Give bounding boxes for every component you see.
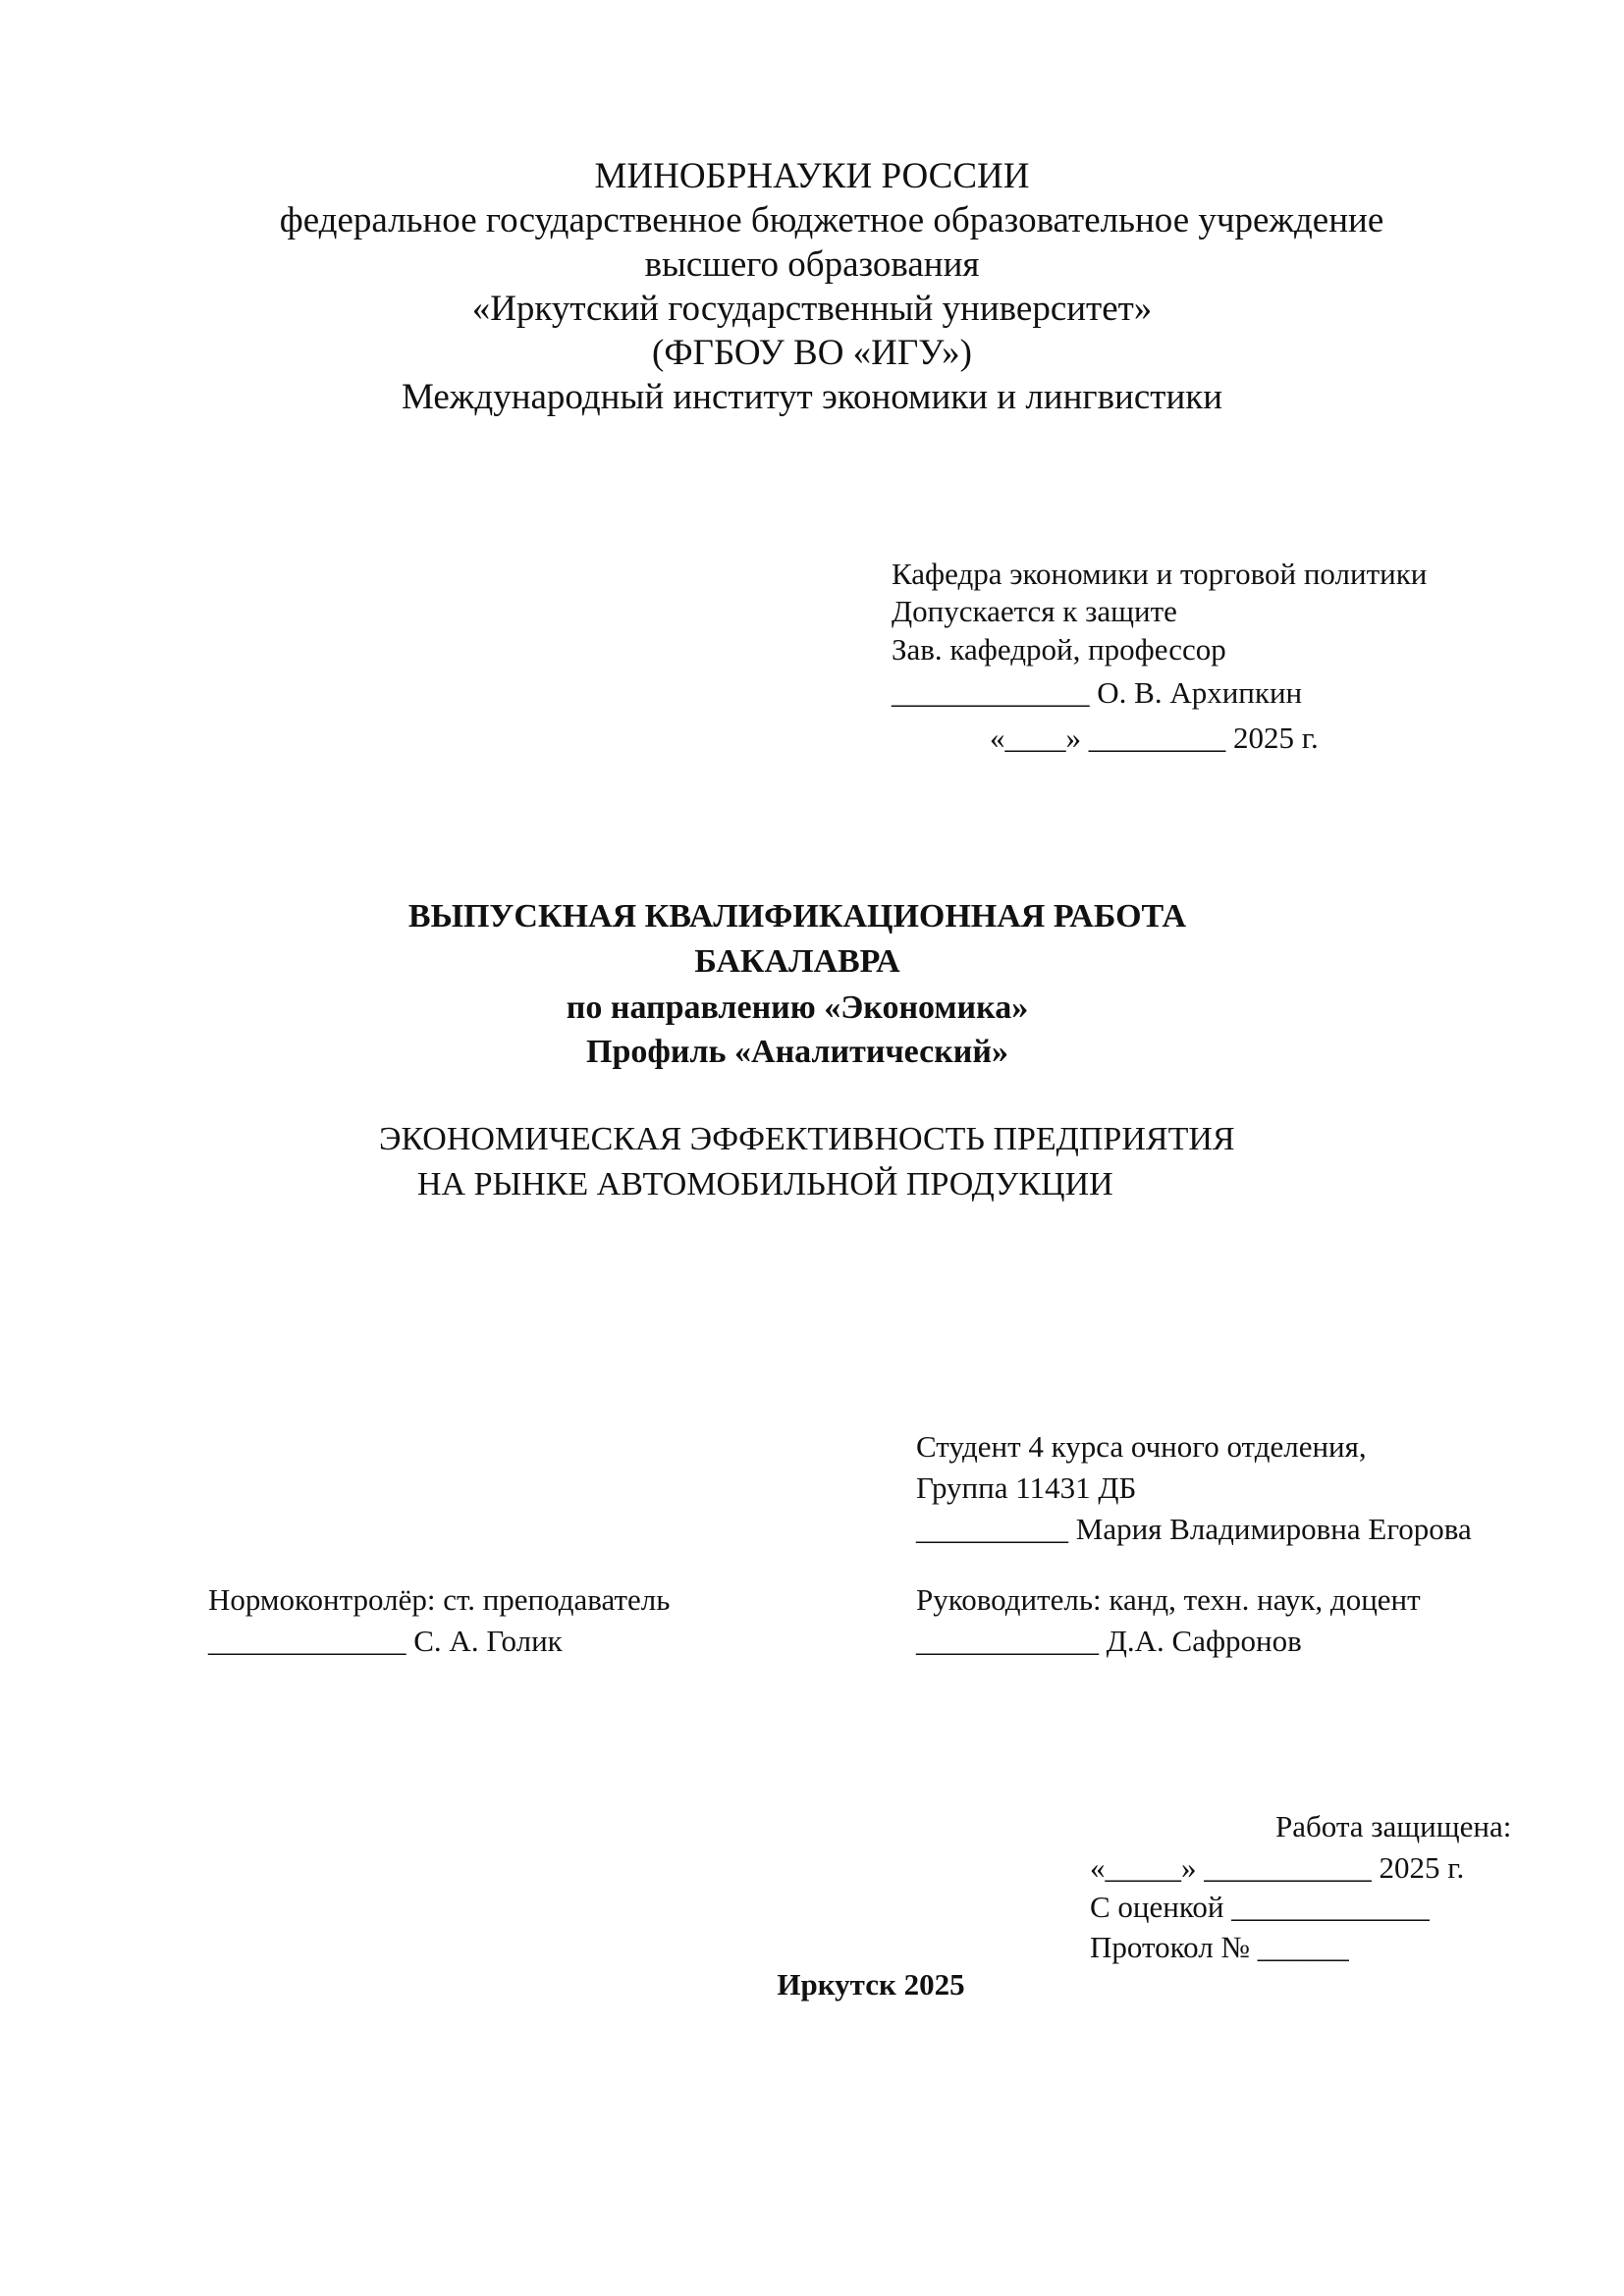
normcontrol-position-line: Нормоконтролёр: ст. преподаватель [208,1582,671,1617]
topic-line2: НА РЫНКЕ АВТОМОБИЛЬНОЙ ПРОДУКЦИИ [417,1166,1113,1202]
student-course-line: Студент 4 курса очного отделения, [916,1429,1367,1464]
admitted-line: Допускается к защите [892,594,1177,628]
institute-line: Международный институт экономики и лингвистики [401,377,1223,417]
city-year: Иркутск 2025 [777,1967,965,2002]
education-level-line: высшего образования [644,244,980,285]
profile-line: Профиль «Аналитический» [586,1034,1008,1070]
supervisor-signature-line: ____________ Д.А. Сафронов [916,1624,1302,1658]
ministry-line: МИНОБРНАУКИ РОССИИ [594,156,1030,196]
defense-grade-line: С оценкой _____________ [1090,1890,1430,1924]
defense-date-line: «_____» ___________ 2025 г. [1090,1850,1465,1885]
normcontrol-signature-line: _____________ С. А. Голик [208,1624,563,1658]
supervisor-position-line: Руководитель: канд, техн. наук, доцент [916,1582,1421,1617]
university-name-line: «Иркутский государственный университет» [471,289,1153,329]
defense-protocol-line: Протокол № ______ [1090,1930,1349,1964]
student-group-line: Группа 11431 ДБ [916,1470,1137,1505]
head-signature-line: _____________ О. В. Архипкин [892,675,1303,710]
approval-date-line: «____» _________ 2025 г. [990,721,1319,755]
head-position-line: Зав. кафедрой, профессор [892,632,1226,667]
department-line: Кафедра экономики и торговой политики [892,557,1428,591]
thesis-title-line2: БАКАЛАВРА [694,943,900,980]
student-signature-line: __________ Мария Владимировна Егорова [916,1512,1472,1546]
topic-line1: ЭКОНОМИЧЕСКАЯ ЭФФЕКТИВНОСТЬ ПРЕДПРИЯТИЯ [379,1121,1235,1157]
defended-label: Работа защищена: [1275,1809,1512,1843]
institution-type-line: федеральное государственное бюджетное образовательное учреждение [279,200,1384,240]
university-abbr-line: (ФГБОУ ВО «ИГУ») [652,333,972,373]
direction-line: по направлению «Экономика» [566,989,1029,1026]
thesis-title-line1: ВЫПУСКНАЯ КВАЛИФИКАЦИОННАЯ РАБОТА [407,898,1187,934]
